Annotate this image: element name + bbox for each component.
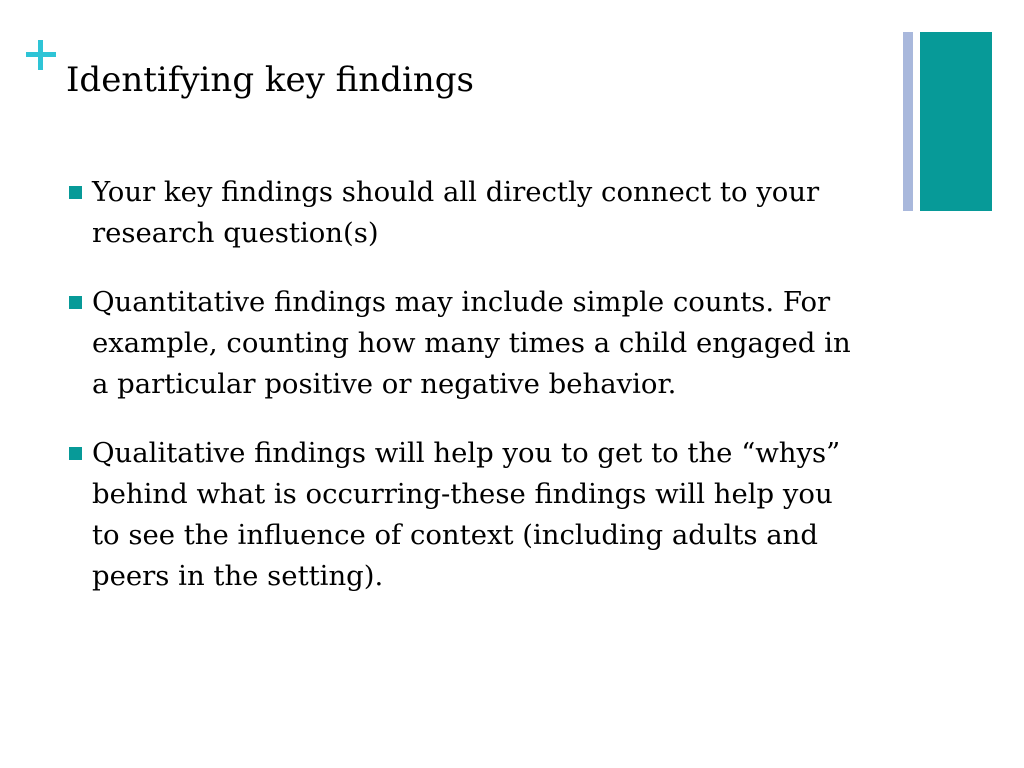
bullet-text: Quantitative findings may include simple counts. For example, counting how many times a child engaged in a particular positive or negative behavior. <box>92 286 851 400</box>
list-item <box>66 433 866 597</box>
square-bullet-icon <box>69 447 82 460</box>
bullet-list <box>66 172 866 625</box>
list-item <box>66 172 866 254</box>
plus-icon <box>26 40 56 70</box>
decorative-bar-wide <box>920 32 992 211</box>
square-bullet-icon <box>69 296 82 309</box>
slide-title: Identifying key findings <box>66 60 474 100</box>
bullet-text: Your key findings should all directly connect to your research question(s) <box>92 176 820 249</box>
bullet-text: Qualitative findings will help you to get to the “whys” behind what is occurring-these findings will help you to see the influence of context (including adults and peers in the setting). <box>92 437 841 592</box>
decorative-bar-thin <box>903 32 913 211</box>
square-bullet-icon <box>69 186 82 199</box>
list-item <box>66 282 866 405</box>
